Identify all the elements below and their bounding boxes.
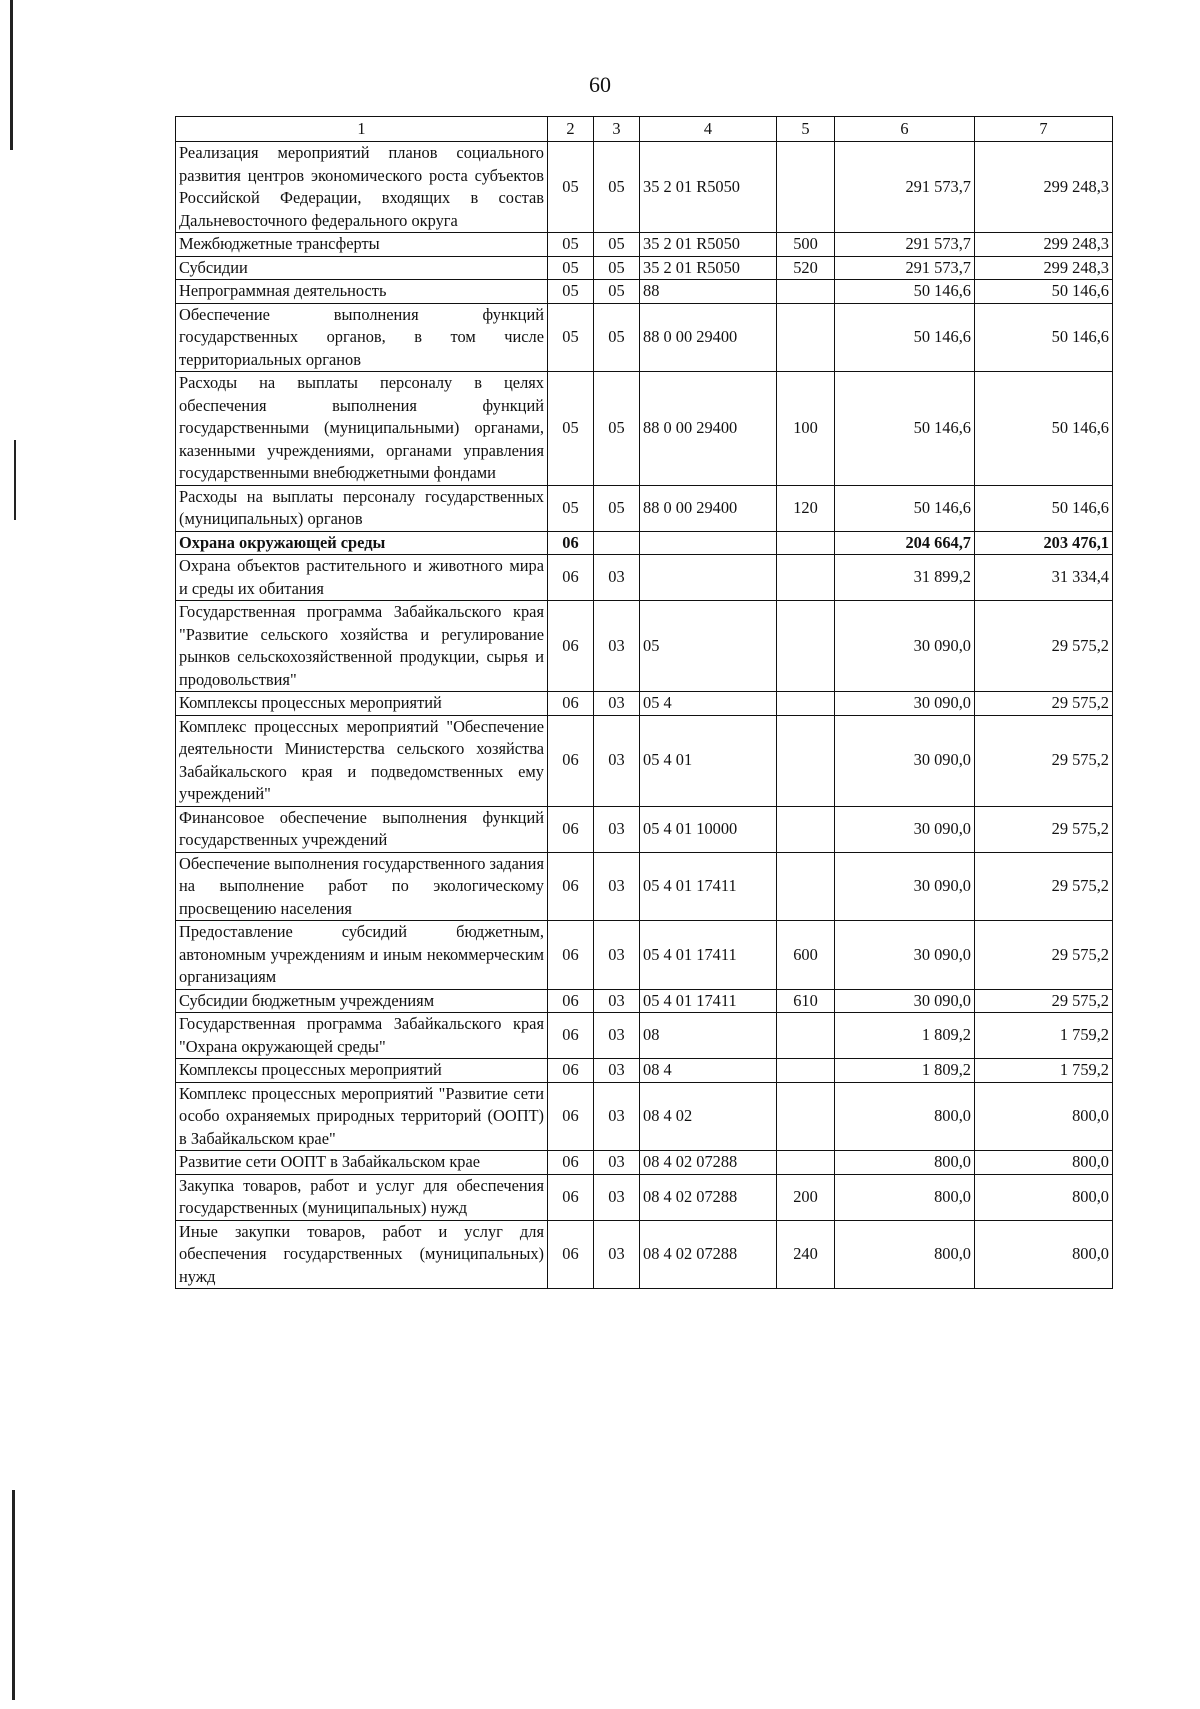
section-code-cell: 06 — [548, 921, 594, 990]
expense-name-cell: Реализация мероприятий планов социального развития центров экономического роста субъектов Российской Федерации, входящих в состав Дальневосточного федерального округа — [176, 142, 548, 233]
amount-year1-cell: 30 090,0 — [835, 921, 975, 990]
target-item-code-cell: 08 — [640, 1013, 777, 1059]
subsection-code-cell: 03 — [594, 989, 640, 1013]
subsection-code-cell: 03 — [594, 601, 640, 692]
budget-table — [175, 116, 1113, 1289]
amount-year1-cell: 291 573,7 — [835, 256, 975, 280]
amount-year2-cell: 299 248,3 — [975, 233, 1113, 257]
section-code-cell: 06 — [548, 806, 594, 852]
expense-type-code-cell: 240 — [777, 1220, 835, 1289]
expense-name-cell: Государственная программа Забайкальского края "Охрана окружающей среды" — [176, 1013, 548, 1059]
target-item-code-cell: 05 4 01 17411 — [640, 989, 777, 1013]
expense-name-cell: Предоставление субсидий бюджетным, автономным учреждениям и иным некоммерческим организациям — [176, 921, 548, 990]
section-code-cell: 05 — [548, 372, 594, 486]
expense-type-code-cell — [777, 715, 835, 806]
scan-edge-line-mid — [14, 440, 16, 520]
target-item-code-cell: 35 2 01 R5050 — [640, 233, 777, 257]
amount-year1-cell: 31 899,2 — [835, 555, 975, 601]
section-code-cell: 06 — [548, 1220, 594, 1289]
expense-name-cell: Комплексы процессных мероприятий — [176, 1059, 548, 1083]
amount-year1-cell: 800,0 — [835, 1082, 975, 1151]
header-row — [176, 117, 1113, 142]
expense-name-cell: Развитие сети ООПТ в Забайкальском крае — [176, 1151, 548, 1175]
expense-type-code-cell: 610 — [777, 989, 835, 1013]
subsection-code-cell: 05 — [594, 485, 640, 531]
expense-type-code-cell — [777, 806, 835, 852]
expense-name-cell: Финансовое обеспечение выполнения функций государственных учреждений — [176, 806, 548, 852]
subsection-code-cell: 03 — [594, 692, 640, 716]
section-code-cell: 05 — [548, 280, 594, 304]
subsection-code-cell: 03 — [594, 1013, 640, 1059]
section-code-cell: 06 — [548, 1013, 594, 1059]
subsection-code-cell: 03 — [594, 806, 640, 852]
subsection-code-cell: 05 — [594, 233, 640, 257]
expense-type-code-cell — [777, 531, 835, 555]
amount-year2-cell: 50 146,6 — [975, 280, 1113, 304]
table-row — [176, 233, 1113, 257]
expense-type-code-cell: 600 — [777, 921, 835, 990]
amount-year1-cell: 30 090,0 — [835, 715, 975, 806]
table-row — [176, 555, 1113, 601]
expense-name-cell: Обеспечение выполнения функций государственных органов, в том числе территориальных органов — [176, 303, 548, 372]
target-item-code-cell — [640, 531, 777, 555]
expense-type-code-cell: 520 — [777, 256, 835, 280]
table-row — [176, 280, 1113, 304]
target-item-code-cell: 05 4 01 — [640, 715, 777, 806]
target-item-code-cell: 08 4 02 — [640, 1082, 777, 1151]
amount-year2-cell: 50 146,6 — [975, 372, 1113, 486]
section-code-cell: 05 — [548, 303, 594, 372]
table-row — [176, 372, 1113, 486]
amount-year2-cell: 31 334,4 — [975, 555, 1113, 601]
subsection-code-cell: 03 — [594, 852, 640, 921]
table-row — [176, 142, 1113, 233]
target-item-code-cell: 05 4 01 17411 — [640, 852, 777, 921]
amount-year1-cell: 30 090,0 — [835, 806, 975, 852]
column-header-5: 5 — [777, 117, 835, 142]
amount-year1-cell: 30 090,0 — [835, 989, 975, 1013]
target-item-code-cell: 35 2 01 R5050 — [640, 256, 777, 280]
subsection-code-cell: 03 — [594, 921, 640, 990]
amount-year1-cell: 204 664,7 — [835, 531, 975, 555]
amount-year2-cell: 29 575,2 — [975, 715, 1113, 806]
expense-type-code-cell — [777, 555, 835, 601]
expense-type-code-cell: 100 — [777, 372, 835, 486]
target-item-code-cell: 05 4 01 10000 — [640, 806, 777, 852]
expense-name-cell: Комплексы процессных мероприятий — [176, 692, 548, 716]
amount-year2-cell: 203 476,1 — [975, 531, 1113, 555]
section-code-cell: 06 — [548, 1151, 594, 1175]
table-row — [176, 485, 1113, 531]
section-code-cell: 05 — [548, 256, 594, 280]
section-code-cell: 06 — [548, 531, 594, 555]
section-code-cell: 06 — [548, 989, 594, 1013]
subsection-code-cell: 05 — [594, 280, 640, 304]
section-code-cell: 05 — [548, 485, 594, 531]
expense-type-code-cell — [777, 852, 835, 921]
table-row — [176, 852, 1113, 921]
expense-type-code-cell — [777, 1082, 835, 1151]
table-row — [176, 1013, 1113, 1059]
expense-type-code-cell — [777, 601, 835, 692]
amount-year2-cell: 29 575,2 — [975, 921, 1113, 990]
table-row — [176, 256, 1113, 280]
target-item-code-cell — [640, 555, 777, 601]
amount-year2-cell: 800,0 — [975, 1174, 1113, 1220]
table-row — [176, 692, 1113, 716]
column-header-1: 1 — [176, 117, 548, 142]
target-item-code-cell: 05 4 — [640, 692, 777, 716]
subsection-code-cell: 03 — [594, 1220, 640, 1289]
amount-year2-cell: 50 146,6 — [975, 303, 1113, 372]
amount-year2-cell: 299 248,3 — [975, 142, 1113, 233]
amount-year1-cell: 800,0 — [835, 1151, 975, 1175]
amount-year2-cell: 1 759,2 — [975, 1013, 1113, 1059]
target-item-code-cell: 35 2 01 R5050 — [640, 142, 777, 233]
target-item-code-cell: 08 4 — [640, 1059, 777, 1083]
expense-type-code-cell — [777, 692, 835, 716]
table-row — [176, 715, 1113, 806]
expense-name-cell: Комплекс процессных мероприятий "Обеспечение деятельности Министерства сельского хозяйства Забайкальского края и подведомственных ему учреждений" — [176, 715, 548, 806]
section-code-cell: 06 — [548, 1082, 594, 1151]
section-code-cell: 06 — [548, 601, 594, 692]
section-code-cell: 06 — [548, 555, 594, 601]
amount-year1-cell: 50 146,6 — [835, 485, 975, 531]
subsection-code-cell: 03 — [594, 1082, 640, 1151]
target-item-code-cell: 08 4 02 07288 — [640, 1174, 777, 1220]
subsection-code-cell — [594, 531, 640, 555]
table-row — [176, 601, 1113, 692]
table-body — [176, 142, 1113, 1289]
subsection-code-cell: 03 — [594, 1151, 640, 1175]
amount-year1-cell: 50 146,6 — [835, 372, 975, 486]
expense-type-code-cell — [777, 303, 835, 372]
section-code-cell: 06 — [548, 1174, 594, 1220]
expense-name-cell: Межбюджетные трансферты — [176, 233, 548, 257]
amount-year1-cell: 291 573,7 — [835, 142, 975, 233]
subsection-code-cell: 05 — [594, 303, 640, 372]
column-header-6: 6 — [835, 117, 975, 142]
scan-edge-line-bottom — [12, 1490, 15, 1700]
expense-type-code-cell — [777, 280, 835, 304]
amount-year2-cell: 800,0 — [975, 1151, 1113, 1175]
column-header-7: 7 — [975, 117, 1113, 142]
section-code-cell: 06 — [548, 852, 594, 921]
section-code-cell: 06 — [548, 715, 594, 806]
subsection-code-cell: 05 — [594, 372, 640, 486]
section-code-cell: 06 — [548, 692, 594, 716]
subsection-code-cell: 03 — [594, 1059, 640, 1083]
table-row — [176, 531, 1113, 555]
target-item-code-cell: 05 — [640, 601, 777, 692]
amount-year2-cell: 29 575,2 — [975, 601, 1113, 692]
amount-year1-cell: 30 090,0 — [835, 601, 975, 692]
expense-type-code-cell — [777, 1151, 835, 1175]
target-item-code-cell: 88 0 00 29400 — [640, 372, 777, 486]
amount-year1-cell: 800,0 — [835, 1220, 975, 1289]
amount-year2-cell: 299 248,3 — [975, 256, 1113, 280]
target-item-code-cell: 08 4 02 07288 — [640, 1220, 777, 1289]
expense-name-cell: Охрана объектов растительного и животного мира и среды их обитания — [176, 555, 548, 601]
subsection-code-cell: 03 — [594, 1174, 640, 1220]
expense-name-cell: Комплекс процессных мероприятий "Развитие сети особо охраняемых природных территорий (ООПТ) в Забайкальском крае" — [176, 1082, 548, 1151]
amount-year1-cell: 50 146,6 — [835, 303, 975, 372]
expense-name-cell: Охрана окружающей среды — [176, 531, 548, 555]
column-header-4: 4 — [640, 117, 777, 142]
table-row — [176, 303, 1113, 372]
amount-year1-cell: 50 146,6 — [835, 280, 975, 304]
expense-type-code-cell: 500 — [777, 233, 835, 257]
amount-year2-cell: 29 575,2 — [975, 989, 1113, 1013]
expense-name-cell: Расходы на выплаты персоналу государственных (муниципальных) органов — [176, 485, 548, 531]
subsection-code-cell: 05 — [594, 256, 640, 280]
section-code-cell: 05 — [548, 142, 594, 233]
expense-name-cell: Государственная программа Забайкальского края "Развитие сельского хозяйства и регулирование рынков сельскохозяйственной продукции, сырья и продовольствия" — [176, 601, 548, 692]
expense-name-cell: Непрограммная деятельность — [176, 280, 548, 304]
table-row — [176, 1220, 1113, 1289]
column-header-2: 2 — [548, 117, 594, 142]
amount-year1-cell: 1 809,2 — [835, 1013, 975, 1059]
amount-year2-cell: 29 575,2 — [975, 806, 1113, 852]
table-row — [176, 989, 1113, 1013]
amount-year2-cell: 29 575,2 — [975, 852, 1113, 921]
expense-type-code-cell: 200 — [777, 1174, 835, 1220]
table-row — [176, 1082, 1113, 1151]
expense-name-cell: Расходы на выплаты персоналу в целях обеспечения выполнения функций государственными (муниципальными) органами, казенными учреждениями, органами управления государственными внебюджетными фондами — [176, 372, 548, 486]
amount-year2-cell: 800,0 — [975, 1220, 1113, 1289]
amount-year2-cell: 29 575,2 — [975, 692, 1113, 716]
subsection-code-cell: 03 — [594, 555, 640, 601]
target-item-code-cell: 05 4 01 17411 — [640, 921, 777, 990]
amount-year1-cell: 30 090,0 — [835, 692, 975, 716]
amount-year2-cell: 800,0 — [975, 1082, 1113, 1151]
expense-name-cell: Субсидии бюджетным учреждениям — [176, 989, 548, 1013]
table-row — [176, 921, 1113, 990]
expense-name-cell: Субсидии — [176, 256, 548, 280]
amount-year1-cell: 291 573,7 — [835, 233, 975, 257]
expense-type-code-cell — [777, 142, 835, 233]
amount-year1-cell: 800,0 — [835, 1174, 975, 1220]
target-item-code-cell: 88 0 00 29400 — [640, 485, 777, 531]
target-item-code-cell: 08 4 02 07288 — [640, 1151, 777, 1175]
expense-type-code-cell: 120 — [777, 485, 835, 531]
table-row — [176, 1174, 1113, 1220]
target-item-code-cell: 88 — [640, 280, 777, 304]
column-header-3: 3 — [594, 117, 640, 142]
section-code-cell: 06 — [548, 1059, 594, 1083]
table-row — [176, 1151, 1113, 1175]
amount-year1-cell: 30 090,0 — [835, 852, 975, 921]
subsection-code-cell: 03 — [594, 715, 640, 806]
section-code-cell: 05 — [548, 233, 594, 257]
amount-year2-cell: 1 759,2 — [975, 1059, 1113, 1083]
expense-name-cell: Закупка товаров, работ и услуг для обеспечения государственных (муниципальных) нужд — [176, 1174, 548, 1220]
target-item-code-cell: 88 0 00 29400 — [640, 303, 777, 372]
table-row — [176, 1059, 1113, 1083]
table-row — [176, 806, 1113, 852]
page-number: 60 — [589, 72, 611, 97]
expense-name-cell: Обеспечение выполнения государственного задания на выполнение работ по экологическому просвещению населения — [176, 852, 548, 921]
amount-year1-cell: 1 809,2 — [835, 1059, 975, 1083]
expense-name-cell: Иные закупки товаров, работ и услуг для обеспечения государственных (муниципальных) нужд — [176, 1220, 548, 1289]
amount-year2-cell: 50 146,6 — [975, 485, 1113, 531]
subsection-code-cell: 05 — [594, 142, 640, 233]
expense-type-code-cell — [777, 1059, 835, 1083]
expense-type-code-cell — [777, 1013, 835, 1059]
